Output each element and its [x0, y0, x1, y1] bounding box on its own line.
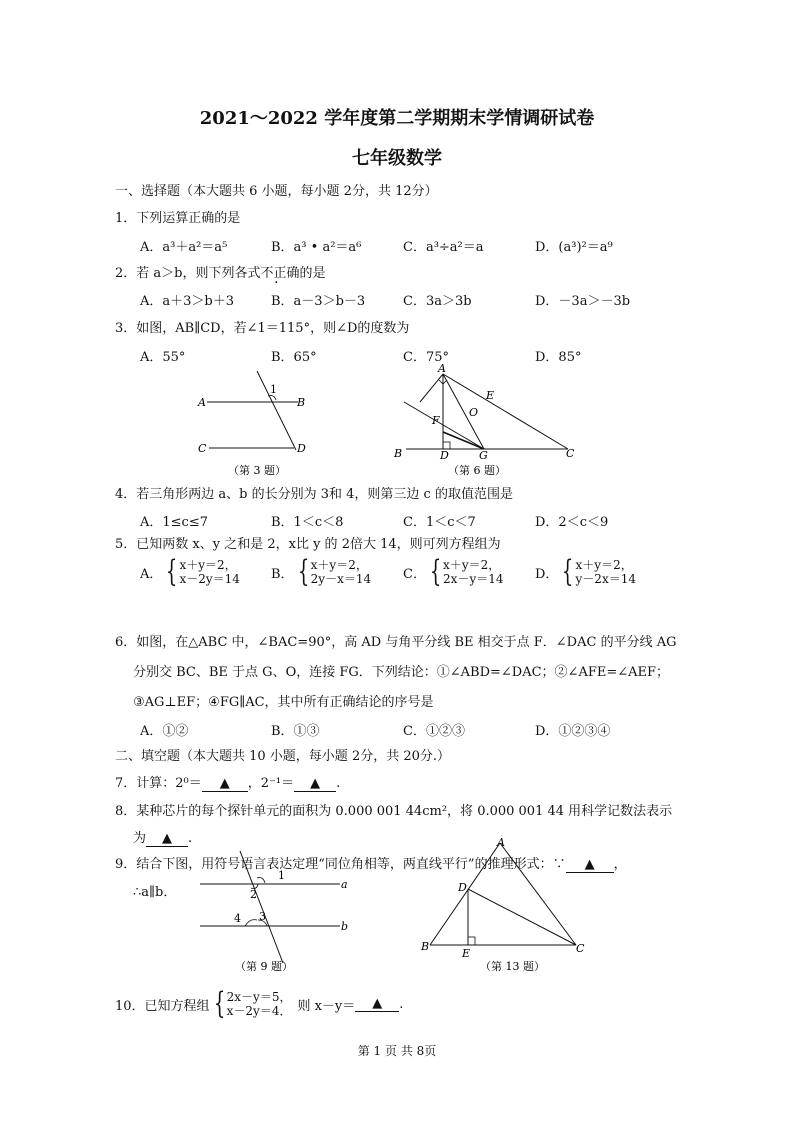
- q3-stem: 3．如图，AB∥CD，若∠1＝115°，则∠D的度数为: [115, 321, 410, 336]
- figure-q9: [195, 846, 355, 974]
- q1-option-d: D．(a³)²＝a⁹: [535, 240, 613, 255]
- label-d: D: [458, 881, 467, 894]
- angle-4-arc: [245, 920, 257, 926]
- figure-q9-caption: （第 9 题）: [235, 960, 293, 973]
- label-line-b: b: [341, 920, 349, 933]
- q9-line1-text: 9．结合下图，用符号语言表达定理“同位角相等，两直线平行”的推理形式：∵: [115, 857, 566, 872]
- q5-option-c: C． { x＋y＝2， 2x－y＝14: [403, 554, 504, 589]
- label-d: D: [440, 449, 449, 462]
- side-ac: [500, 843, 576, 945]
- q5-option-a-letter: A．: [140, 566, 163, 582]
- side-ac: [443, 374, 568, 449]
- q8-blank[interactable]: ▲: [146, 831, 188, 847]
- q2-stem-end: 的是: [299, 266, 326, 281]
- q10-blank[interactable]: ▲: [355, 996, 399, 1012]
- label-b: B: [421, 940, 430, 953]
- q6-option-c: C．①②③: [403, 724, 465, 739]
- label-o: O: [469, 406, 479, 419]
- q3-option-d: D．85°: [535, 350, 582, 365]
- right-angle-mark-e: [468, 937, 475, 945]
- segment-dc: [468, 889, 576, 945]
- q2-option-c: C．3a＞3b: [403, 294, 472, 309]
- q3-option-c: C．75°: [403, 350, 449, 365]
- side-ab-top: [420, 374, 443, 402]
- label-g: G: [479, 449, 488, 462]
- q5-option-a-eq1: x＋y＝2，: [179, 558, 237, 572]
- q7-line: [115, 772, 340, 792]
- label-angle-1: 1: [270, 383, 277, 396]
- label-a: A: [198, 396, 206, 409]
- label-a: A: [438, 362, 446, 375]
- q6-line3: ③AG⊥EF；④FG∥AC，其中所有正确结论的序号是: [133, 695, 434, 710]
- q5-option-a-eq2: x－2y＝14: [179, 572, 240, 586]
- angle-1-arc: [257, 878, 265, 883]
- figure-q13-caption: （第 13 题）: [480, 960, 545, 973]
- q5-option-d: D． { x＋y＝2， y－2x＝14: [535, 554, 636, 589]
- q9-line2: ∴a∥b．: [133, 885, 177, 900]
- label-c: C: [566, 447, 575, 460]
- label-angle-1: 1: [278, 869, 285, 882]
- q4-option-b: B．1＜c＜8: [271, 515, 344, 530]
- label-c: C: [198, 442, 207, 455]
- q5-option-d-eq2: y－2x＝14: [575, 572, 636, 586]
- q10-eq2: x－2y＝4．: [226, 1004, 292, 1018]
- figure-q13: [418, 836, 593, 976]
- q5-option-d-letter: D．: [535, 566, 559, 582]
- figure-q6: [390, 362, 590, 480]
- label-e: E: [462, 947, 471, 960]
- q7-blank-2[interactable]: ▲: [294, 776, 336, 792]
- q3-option-a: A．55°: [140, 350, 186, 365]
- q9-blank[interactable]: ▲: [566, 857, 614, 873]
- exam-subtitle: 七年级数学: [352, 148, 442, 169]
- q4-option-a: A．1≤c≤7: [140, 515, 208, 530]
- figure-q3: [190, 366, 320, 481]
- q10-line: 10．已知方程组 { 2x－y＝5， x－2y＝4． 则 x－y＝ ▲ .: [115, 986, 404, 1021]
- q2-stem: [115, 262, 326, 281]
- page-footer: 第 1 页 共 8页: [357, 1044, 437, 1058]
- label-line-a: a: [341, 878, 348, 891]
- q6-line2: 分别交 BC、BE 于点 G、O，连接 FG．下列结论：①∠ABD=∠DAC；②∠AFE=∠AEF；: [133, 665, 670, 680]
- segment-fg: [443, 432, 484, 449]
- q2-option-a: A．a＋3＞b＋3: [140, 294, 235, 309]
- q5-option-d-eq1: x＋y＝2，: [575, 558, 633, 572]
- q4-option-c: C．1＜c＜7: [403, 515, 476, 530]
- q7-part2: ，2⁻¹＝: [247, 776, 295, 791]
- section2-heading: 二、填空题（本大题共 10 小题，每小题 2分，共 20分.）: [115, 749, 451, 764]
- exam-title: 2021～2022 学年度第二学期期末学情调研试卷: [199, 108, 595, 129]
- q5-option-b: B． { x＋y＝2， 2y－x＝14: [271, 554, 372, 589]
- q5-option-c-eq2: 2x－y＝14: [443, 572, 504, 586]
- q10-stem: 10．已知方程组: [115, 998, 210, 1014]
- q5-option-b-eq1: x＋y＝2，: [310, 558, 368, 572]
- q8-line2-end: .: [188, 831, 193, 846]
- label-angle-3: 3: [259, 910, 266, 923]
- label-b: B: [297, 396, 306, 409]
- q5-option-a: A． { x＋y＝2， x－2y＝14: [140, 554, 240, 589]
- q6-line1: 6．如图，在△ABC 中，∠BAC=90°，高 AD 与角平分线 BE 相交于点 F．∠DAC 的平分线 AG: [115, 635, 677, 650]
- q8-line2: [133, 827, 192, 847]
- q8-line1: 8．某种芯片的每个探针单元的面积为 0.000 001 44cm²，将 0.000 001 44 用科学记数法表示: [115, 804, 673, 819]
- q10-after: 则 x－y＝: [297, 998, 356, 1014]
- q5-option-c-eq1: x＋y＝2，: [443, 558, 501, 572]
- q7-blank-1[interactable]: ▲: [202, 776, 248, 792]
- q5-option-b-eq2: 2y－x＝14: [310, 572, 372, 586]
- q10-end: .: [399, 996, 404, 1012]
- label-a: A: [497, 836, 505, 849]
- q1-option-b: B．a³ • a²＝a⁶: [271, 240, 362, 255]
- q6-option-b: B．①③: [271, 724, 320, 739]
- q5-option-b-letter: B．: [271, 566, 294, 582]
- label-angle-4: 4: [234, 912, 241, 925]
- label-c: C: [576, 942, 585, 955]
- transversal-line: [240, 851, 283, 963]
- q4-stem: 4．若三角形两边 a、b 的长分别为 3和 4，则第三边 c 的取值范围是: [115, 487, 513, 502]
- label-b: B: [394, 447, 403, 460]
- q5-stem: 5．已知两数 x、y 之和是 2，x比 y 的 2倍大 14，则可列方程组为: [115, 537, 501, 552]
- q2-stem-emphasis: 不正确: [260, 266, 300, 281]
- q1-stem: 1．下列运算正确的是: [115, 211, 241, 226]
- q2-stem-start: 2．若 a＞b，则下列各式: [115, 266, 261, 281]
- q5-option-c-letter: C．: [403, 566, 426, 582]
- q8-line2-start: 为: [133, 831, 147, 846]
- right-angle-mark-d: [443, 442, 450, 449]
- q2-option-b: B．a－3＞b－3: [271, 294, 366, 309]
- side-ab: [406, 374, 443, 449]
- label-f: F: [432, 414, 440, 427]
- q7-part1: 7．计算：2⁰＝: [115, 776, 202, 791]
- q4-option-d: D．2＜c＜9: [535, 515, 609, 530]
- q6-option-d: D．①②③④: [535, 724, 611, 739]
- q1-option-a: A．a³＋a²＝a⁵: [140, 240, 228, 255]
- section1-heading: 一、选择题（本大题共 6 小题，每小题 2分，共 12分）: [115, 184, 438, 199]
- side-ab: [430, 843, 500, 945]
- q7-part3: .: [336, 776, 341, 791]
- label-d: D: [297, 442, 306, 455]
- q3-option-b: B．65°: [271, 350, 317, 365]
- label-e: E: [486, 389, 495, 402]
- q1-option-c: C．a³÷a²＝a: [403, 240, 484, 255]
- figure-q3-caption: （第 3 题）: [228, 464, 286, 477]
- figure-q6-caption: （第 6 题）: [448, 464, 506, 477]
- q2-option-d: D．－3a＞－3b: [535, 294, 631, 309]
- q10-eq1: 2x－y＝5，: [226, 990, 292, 1004]
- q9-line1-end: ，: [613, 857, 627, 872]
- q6-option-a: A．①②: [140, 724, 189, 739]
- label-angle-2: 2: [250, 888, 257, 901]
